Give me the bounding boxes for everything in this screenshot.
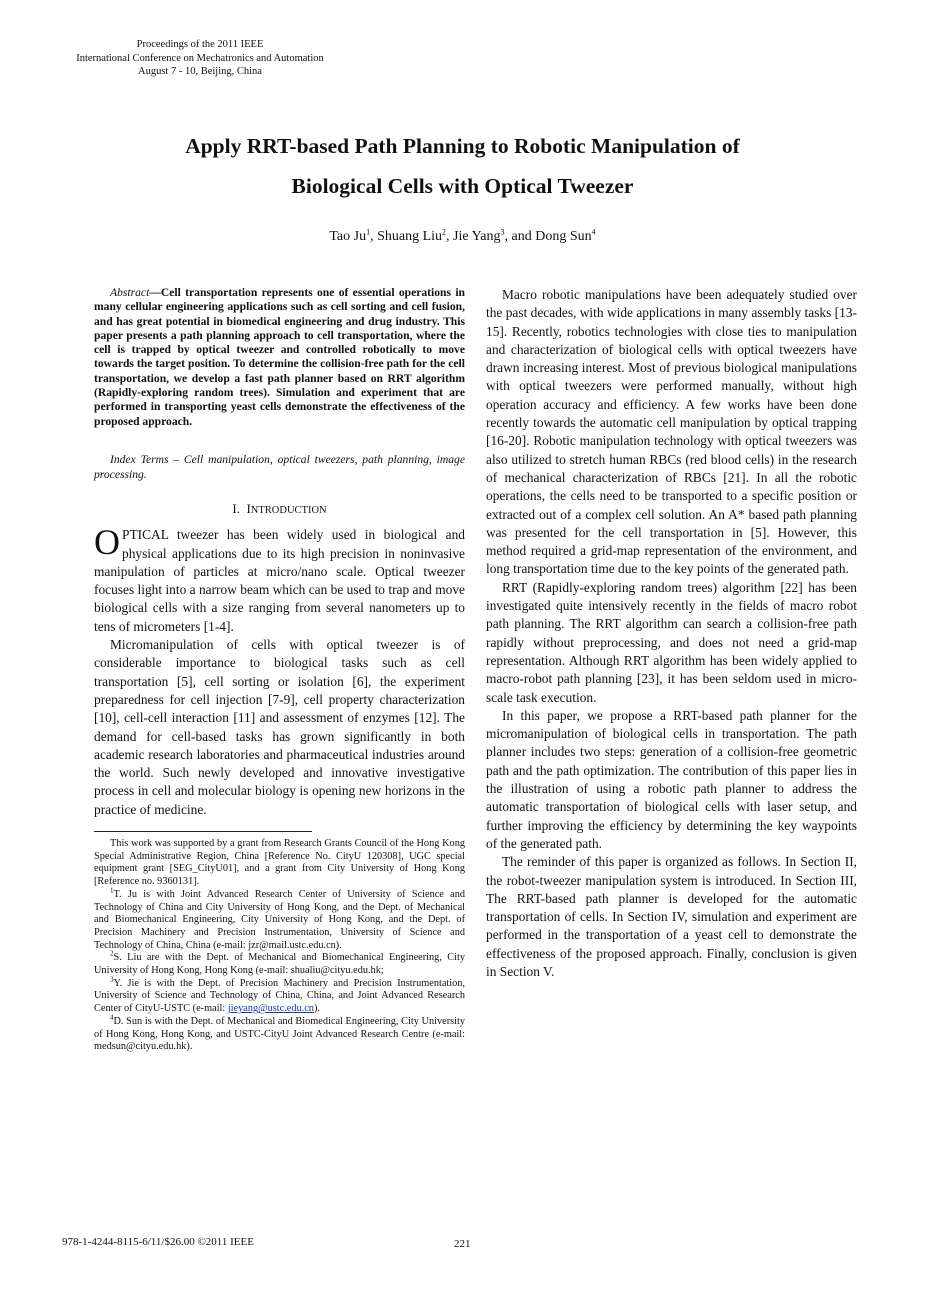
abstract (94, 286, 465, 429)
author-affiliation-mark: 1 (366, 227, 371, 237)
index-terms: Index Terms – Cell manipulation, optical tweezers, path planning, image processing. (94, 452, 465, 481)
left-column (94, 286, 465, 1054)
author-name: Tao Ju (329, 229, 367, 244)
conference-line-3: August 7 - 10, Beijing, China (138, 66, 262, 77)
footnote-mark: 1 (110, 886, 114, 895)
section-title-initial: I (246, 500, 251, 516)
right-paragraph-3: In this paper, we propose a RRT-based path planner for the micromanipulation of biological cells in transportation. The path planner includes two steps: generation of a collision-free geometric path and the path optimization. The contribution of this paper lies in the illustration of using a robotic path planner to address the automatic transportation of biological cells with laser setup, and further improving the efficiency by determining the key waypoints of the generated path. (486, 707, 857, 851)
footnote-divider (94, 831, 312, 832)
author-name: Shuang Liu (377, 229, 443, 244)
abstract-label: Abstract (110, 286, 150, 299)
conference-line-1: Proceedings of the 2011 IEEE (136, 39, 264, 50)
footnote-3 (94, 975, 465, 1016)
title-line-1: Apply RRT-based Path Planning to Robotic Manipulation of (185, 134, 740, 158)
page-number: 221 (454, 1238, 471, 1250)
intro-paragraph-1 (94, 522, 465, 636)
section-heading-introduction (94, 500, 465, 520)
conference-header (40, 38, 360, 79)
title-line-2: Biological Cells with Optical Tweezer (291, 174, 634, 198)
section-number: I. (232, 500, 240, 516)
intro-paragraph-2: Micromanipulation of cells with optical tweezer is of considerable importance to biological tasks such as cell transportation [5], cell sorting or isolation [6], the experiment preparedness for cell injection [7-9], cell property characterization [10], cell-cell interaction [11] and assessment of enzymes [12]. The demand for cell-based tasks has grown significantly in both academic research laboratories and pharmaceutical industries around the world. Such newly developed and innovative investigative process in cell and molecular biology is opening new horizons in the practice of medicine. (94, 637, 465, 817)
footnote-text-end: ). (313, 1003, 320, 1015)
footnote-text: D. Sun is with the Dept. of Mechanical and Biomedical Engineering, City University of Hong Kong, Hong Kong, and USTC-CityU Joint Advanced Research Centre (e-mail: medsun@cityu.edu.hk). (94, 1015, 465, 1053)
footnote-text: T. Ju is with Joint Advanced Research Center of University of Science and Technology of China and City University of Hong Kong, and the Dept. of Mechanical and Biomechanical Engineering, City University of Hong Kong, and the Dept. of Precision Machinery and Precision Instrumentation, University of Science and Technology of China, China (e-mail: jzr@mail.ustc.edu.cn). (94, 888, 465, 951)
footnote-mark: 4 (110, 1013, 114, 1022)
author-affiliation-mark: 2 (442, 227, 447, 237)
author-separator: , (446, 229, 454, 244)
paper-title (60, 126, 865, 206)
author-separator: , (370, 229, 378, 244)
email-link[interactable]: jieyang@ustc.edu.cn (227, 1003, 314, 1015)
footnote-support: This work was supported by a grant from Research Grants Council of the Hong Kong Special Administrative Region, China [Reference No. CityU 120308], UGC special equipment grant [SEG_CityU01], and a grant from City University of Hong Kong [Reference no. 9360131]. (94, 838, 465, 888)
abstract-text: Cell transportation represents one of essential operations in many cellular engineering applications such as cell sorting and cell fusion, and has great potential in biomedical engineering and drug industry. This paper presents a path planning approach to cell transportation, where the cell is trapped by optical tweezer and controlled robotically to move towards the target position. To determine the collision-free path for the cell transportation, we develop a fast path planner based on RRT algorithm (Rapidly-exploring random trees). Simulation and experiment that are performed in transporting yeast cells demonstrate the effectiveness of the proposed approach. (94, 286, 465, 428)
author-affiliation-mark: 3 (500, 227, 505, 237)
conference-line-2: International Conference on Mechatronics and Automation (76, 52, 324, 64)
footnote-4 (94, 1013, 465, 1054)
right-column (486, 286, 857, 981)
footnote-2 (94, 949, 465, 977)
right-paragraph-4: The reminder of this paper is organized as follows. In Section II, the robot-tweezer manipulation system is introduced. In Section III, The RRT-based path planner is developed for the automatic transportation of cells. In Section IV, simulation and experiment are performed in the transportation of a yeast cell to demonstrate the effectiveness of the proposed approach. Finally, conclusion is given in Section V. (486, 854, 857, 979)
author-separator: , and (504, 229, 536, 244)
footnote-1 (94, 886, 465, 953)
footnote-mark: 2 (110, 949, 114, 958)
author-affiliation-mark: 4 (591, 227, 596, 237)
drop-cap: O (94, 522, 120, 563)
right-paragraph-1: Macro robotic manipulations have been adequately studied over the past decades, with wide applications in many assembly tasks [13-15]. Recently, robotics technologies with close ties to manipulation and characterization of biological cells with optical tweezers have drawn increasing interest. Most of previous biological manipulations with optical tweezers were performed manually, without high operation accuracy and efficiency. A few works have been done recently towards the automatic cell manipulation by optical trapping [16-20]. Robotic manipulation technology with optical tweezers was also utilized to stretch human RBCs (red blood cells) in the research of mechanical characterization of RBCs [21]. In all the robotic operations, the cells need to be transported to a specific position or extracted out of a complex cell solution. An A* based path planning was presented for the cell transportation in [5]. However, this method required a grid-map representation of the environment, and long transportation time due to the key points of the generated path. (486, 287, 857, 577)
author-name: Jie Yang (453, 229, 501, 244)
abstract-dash: — (149, 286, 161, 299)
footnote-text: S. Liu are with the Dept. of Mechanical and Biomechanical Engineering, City University of Hong Kong, Hong Kong (e-mail: shualiu@cityu.edu.hk; (94, 952, 465, 977)
section-title-rest: NTRODUCTION (250, 504, 327, 516)
footnote-mark: 3 (110, 975, 114, 984)
author-list (60, 229, 865, 245)
copyright-line: 978-1-4244-8115-6/11/$26.00 ©2011 IEEE (62, 1236, 254, 1248)
right-paragraph-2: RRT (Rapidly-exploring random trees) algorithm [22] has been investigated quite intensively recently in the fields of macro robot path planning. The RRT algorithm can search a collision-free path rapidly without preprocessing, and does not need a grid-map representation. Although RRT algorithm has been widely applied to macro-robot path planning [23], it has been seldom used in micro-scale task execution. (486, 579, 857, 705)
author-name: Dong Sun (535, 229, 592, 244)
footnote-text: Y. Jie is with the Dept. of Precision Machinery and Precision Instrumentation, University of Science and Technology of China, China, and Joint Advanced Research Center of CityU-USTC (e-mail: (94, 977, 465, 1015)
paragraph-text: PTICAL tweezer has been widely used in biological and physical applications due to its high precision in noninvasive manipulation of particles at micro/nano scale. Optical tweezer focuses light into a narrow beam which can be used to trap and move biological cells with a size ranging from several nanometers up to tens of micrometers [1-4]. (94, 527, 465, 634)
